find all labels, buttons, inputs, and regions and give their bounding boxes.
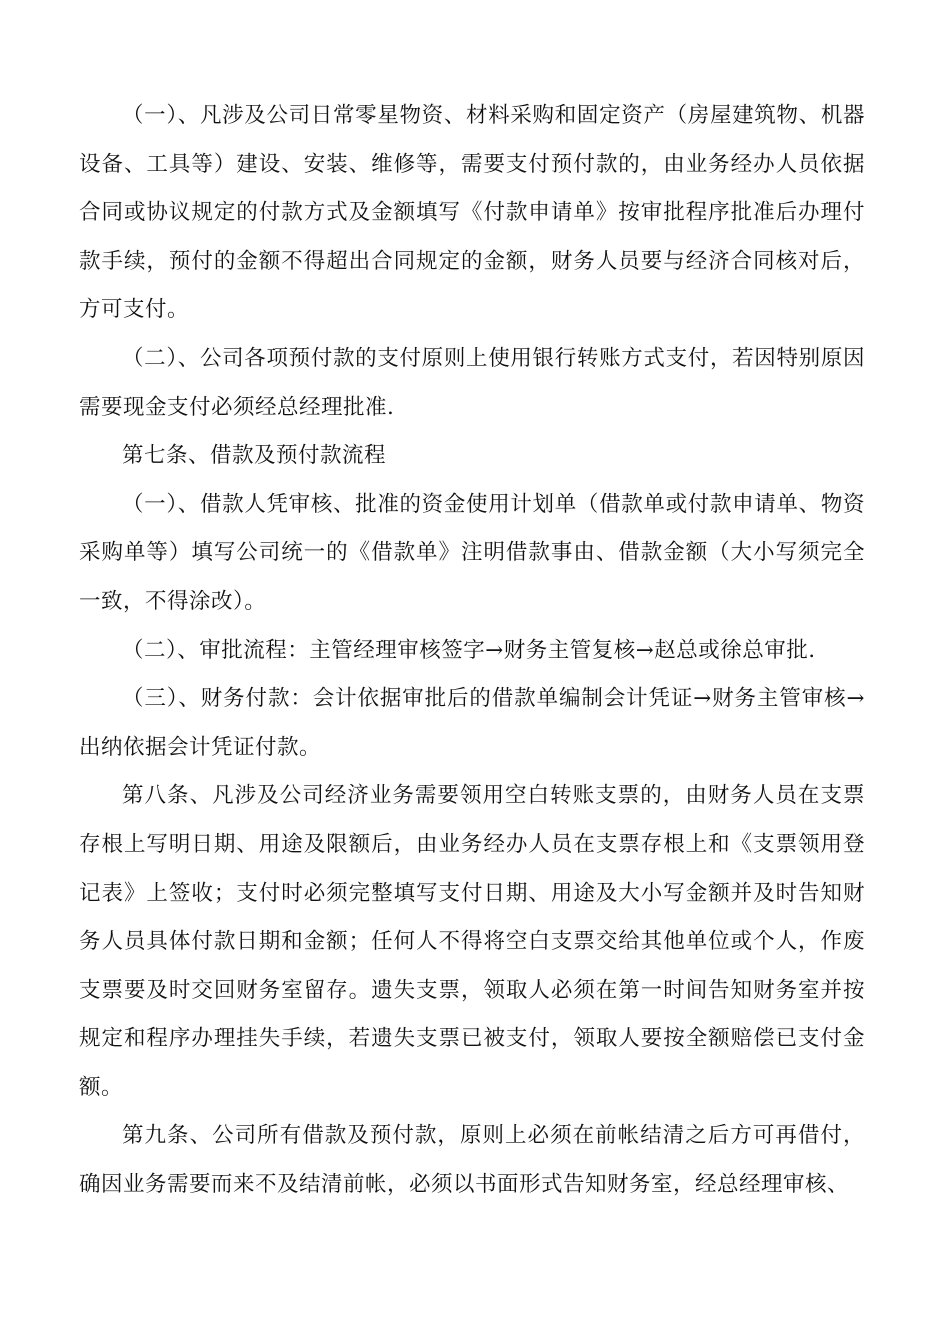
paragraph-prepayment-transfer: （二）、公司各项预付款的支付原则上使用银行转账方式支付，若因特别原因需要现金支付必须经总经理批准.	[79, 345, 865, 420]
paragraph-prepayment-purchase: （一）、凡涉及公司日常零星物资、材料采购和固定资产（房屋建筑物、机器设备、工具等）建设、安装、维修等，需要支付预付款的，由业务经办人员依据合同或协议规定的付款方式及金额填写《付款申请单》按审批程序批准后办理付款手续，预付的金额不得超出合同规定的金额，财务人员要与经济合同核对后，方可支付。	[79, 103, 865, 323]
article-9-paragraph: 第九条、公司所有借款及预付款，原则上必须在前帐结清之后方可再借付，确因业务需要而来不及结清前帐，必须以书面形式告知财务室，经总经理审核、	[79, 1123, 865, 1198]
document-page	[79, 92, 865, 1210]
article-7-heading: 第七条、借款及预付款流程	[122, 443, 387, 469]
paragraph-loan-form: （一）、借款人凭审核、批准的资金使用计划单（借款单或付款申请单、物资采购单等）填写公司统一的《借款单》注明借款事由、借款金额（大小写须完全一致，不得涂改）。	[79, 491, 865, 614]
paragraph-finance-payment: （三）、财务付款：会计依据审批后的借款单编制会计凭证→财务主管审核→出纳依据会计凭证付款。	[79, 686, 865, 760]
paragraph-approval-flow: （二）、审批流程：主管经理审核签字→财务主管复核→赵总或徐总审批.	[122, 637, 816, 663]
article-8-paragraph: 第八条、凡涉及公司经济业务需要领用空白转账支票的，由财务人员在支票存根上写明日期、用途及限额后，由业务经办人员在支票存根上和《支票领用登记表》上签收；支付时必须完整填写支付日期、用途及大小写金额并及时告知财务人员具体付款日期和金额；任何人不得将空白支票交给其他单位或个人，作废支票要及时交回财务室留存。遗失支票，领取人必须在第一时间告知财务室并按规定和程序办理挂失手续，若遗失支票已被支付，领取人要按全额赔偿已支付金额。	[79, 783, 865, 1100]
